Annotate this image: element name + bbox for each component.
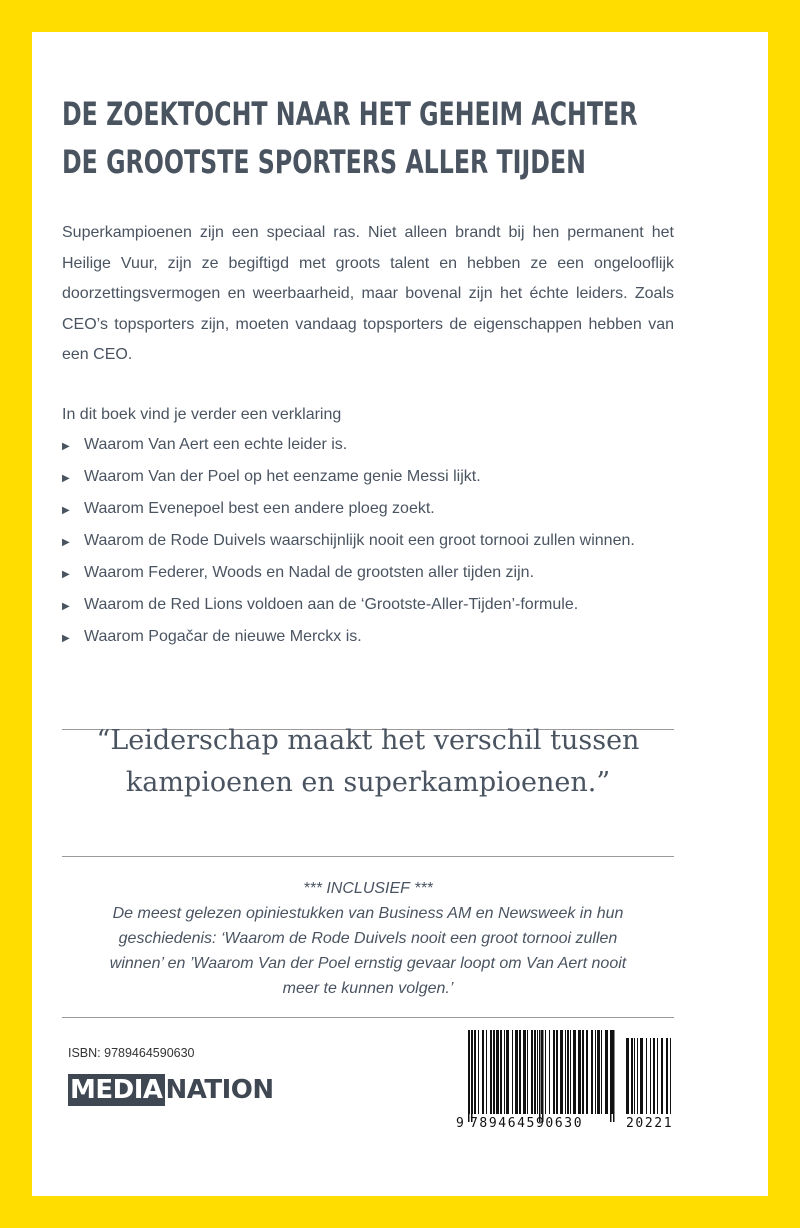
barcode-bar [537, 1030, 538, 1114]
list-item: ▶ Waarom Evenepoel best een andere ploeg zoekt. [62, 494, 635, 526]
barcode-bar [478, 1030, 479, 1114]
barcode-bar [573, 1030, 576, 1114]
barcode-bar [531, 1030, 533, 1114]
list-item: ▶ Waarom Pogačar de nieuwe Merckx is. [62, 622, 635, 654]
list-item: ▶ Waarom de Rode Duivels waarschijnlijk nooit een groot tornooi zullen winnen. [62, 526, 635, 558]
list-item: ▶ Waarom de Red Lions voldoen aan de ‘Grootste-Aller-Tijden’-formule. [62, 590, 635, 622]
barcode-guard-bar [539, 1030, 541, 1122]
barcode-bar [515, 1030, 518, 1114]
barcode-bar [523, 1030, 526, 1114]
barcode-bar [650, 1038, 651, 1114]
barcode-bar [512, 1030, 513, 1114]
inclusief-line-1: De meest gelezen opiniestukken van Business AM en Newsweek in hun [112, 905, 624, 922]
barcode-bar [597, 1030, 600, 1114]
barcode-bar [527, 1030, 528, 1114]
reasons-list [62, 430, 635, 654]
triangle-right-icon: ▶ [62, 537, 70, 548]
list-intro: In dit boek vind je verder een verklaring [62, 406, 342, 423]
barcode-bar [519, 1030, 521, 1114]
barcode-bar [595, 1030, 596, 1114]
barcode-bar [670, 1038, 671, 1114]
barcode-bar [666, 1038, 668, 1114]
barcode-guard-bar [613, 1030, 615, 1122]
triangle-right-icon: ▶ [62, 505, 70, 516]
triangle-right-icon: ▶ [62, 601, 70, 612]
triangle-right-icon: ▶ [62, 633, 70, 644]
isbn-label: ISBN: 9789464590630 [68, 1046, 195, 1060]
barcode-bar [601, 1030, 602, 1114]
list-item: ▶ Waarom Van Aert een echte leider is. [62, 430, 635, 462]
barcode-bar [553, 1030, 555, 1114]
inclusief-block [62, 876, 674, 1001]
logo-media: MEDIA [70, 1075, 163, 1105]
barcode-bar [591, 1030, 593, 1114]
barcode-bar [661, 1038, 663, 1114]
barcode-bar [605, 1030, 608, 1114]
triangle-right-icon: ▶ [62, 569, 70, 580]
quote-line-1: “Leiderschap maakt het verschil tussen [96, 725, 640, 756]
intro-paragraph: Superkampioenen zijn een speciaal ras. Niet alleen brandt bij hen permanent het Heilige Vuur, zijn ze begiftigd met groots talent en hebben ze een ongelooflijk doorzettingsvermogen en weerbaarheid, maar bovenal zijn het échte leiders. Zoals CEO’s topsporters zijn, moeten vandaag topsporters de eigenschappen hebben van een CEO. [62, 224, 674, 363]
barcode-bar [486, 1030, 487, 1114]
barcode-bar [545, 1030, 546, 1114]
quote-line-2: kampioenen en superkampioenen.” [125, 767, 611, 798]
barcode-bar [490, 1030, 492, 1114]
barcode-bar [640, 1038, 643, 1114]
barcode-bar [653, 1038, 655, 1114]
barcode-bar [549, 1030, 550, 1114]
barcode-bar [637, 1038, 638, 1114]
headline-line-1: DE ZOEKTOCHT NAAR HET GEHEIM ACHTER [62, 95, 638, 133]
barcode-bar [567, 1030, 569, 1114]
barcode-bar [500, 1030, 502, 1114]
barcode-digit-first: 9 [456, 1116, 464, 1131]
triangle-right-icon: ▶ [62, 441, 70, 452]
barcode-bar [646, 1038, 647, 1114]
barcode-bar [586, 1030, 588, 1114]
inclusief-line-4: meer te kunnen volgen.’ [282, 980, 454, 997]
pull-quote [62, 720, 674, 804]
barcode-bar [482, 1030, 484, 1114]
barcode-guard-bar [542, 1030, 544, 1122]
publisher-logo [68, 1074, 274, 1106]
barcode-bar [634, 1038, 635, 1114]
barcode-bar [556, 1030, 558, 1114]
barcode-bar [582, 1030, 584, 1114]
barcode-bar [506, 1030, 509, 1114]
inclusief-line-3: winnen’ en ’Waarom Van der Poel ernstig gevaar loopt om Van Aert nooit [109, 955, 627, 972]
inclusief-heading: *** INCLUSIEF *** [303, 880, 433, 897]
headline [62, 90, 638, 186]
barcode-bar [631, 1038, 633, 1114]
barcode-bar [565, 1030, 566, 1114]
barcode-bar [504, 1030, 505, 1114]
logo-nation: NATION [165, 1075, 274, 1105]
barcode-digits-addon: 20221 [626, 1116, 674, 1131]
barcode-bar [578, 1030, 581, 1114]
barcode-bar [657, 1038, 658, 1114]
barcode-bar [496, 1030, 499, 1114]
barcode-bar [570, 1030, 571, 1114]
divider-bottom [62, 1017, 674, 1018]
barcode-guard-bar [610, 1030, 612, 1122]
barcode-bar [493, 1030, 495, 1114]
barcode-guard-bar [468, 1030, 470, 1122]
barcode-bar [560, 1030, 563, 1114]
barcode [456, 1028, 678, 1136]
inclusief-line-2: geschiedenis: ‘Waarom de Rode Duivels nooit een groot tornooi zullen [118, 930, 618, 947]
barcode-bar [626, 1038, 629, 1114]
headline-line-2: DE GROOTSTE SPORTERS ALLER TIJDEN [62, 143, 586, 181]
list-item: ▶ Waarom Federer, Woods en Nadal de grootsten aller tijden zijn. [62, 558, 635, 590]
barcode-guard-bar [471, 1030, 473, 1122]
divider-middle [62, 856, 674, 857]
triangle-right-icon: ▶ [62, 473, 70, 484]
barcode-bar [534, 1030, 536, 1114]
barcode-bar [474, 1030, 476, 1114]
list-item: ▶ Waarom Van der Poel op het eenzame genie Messi lijkt. [62, 462, 635, 494]
barcode-digits-main: 789464590630 [470, 1116, 584, 1131]
